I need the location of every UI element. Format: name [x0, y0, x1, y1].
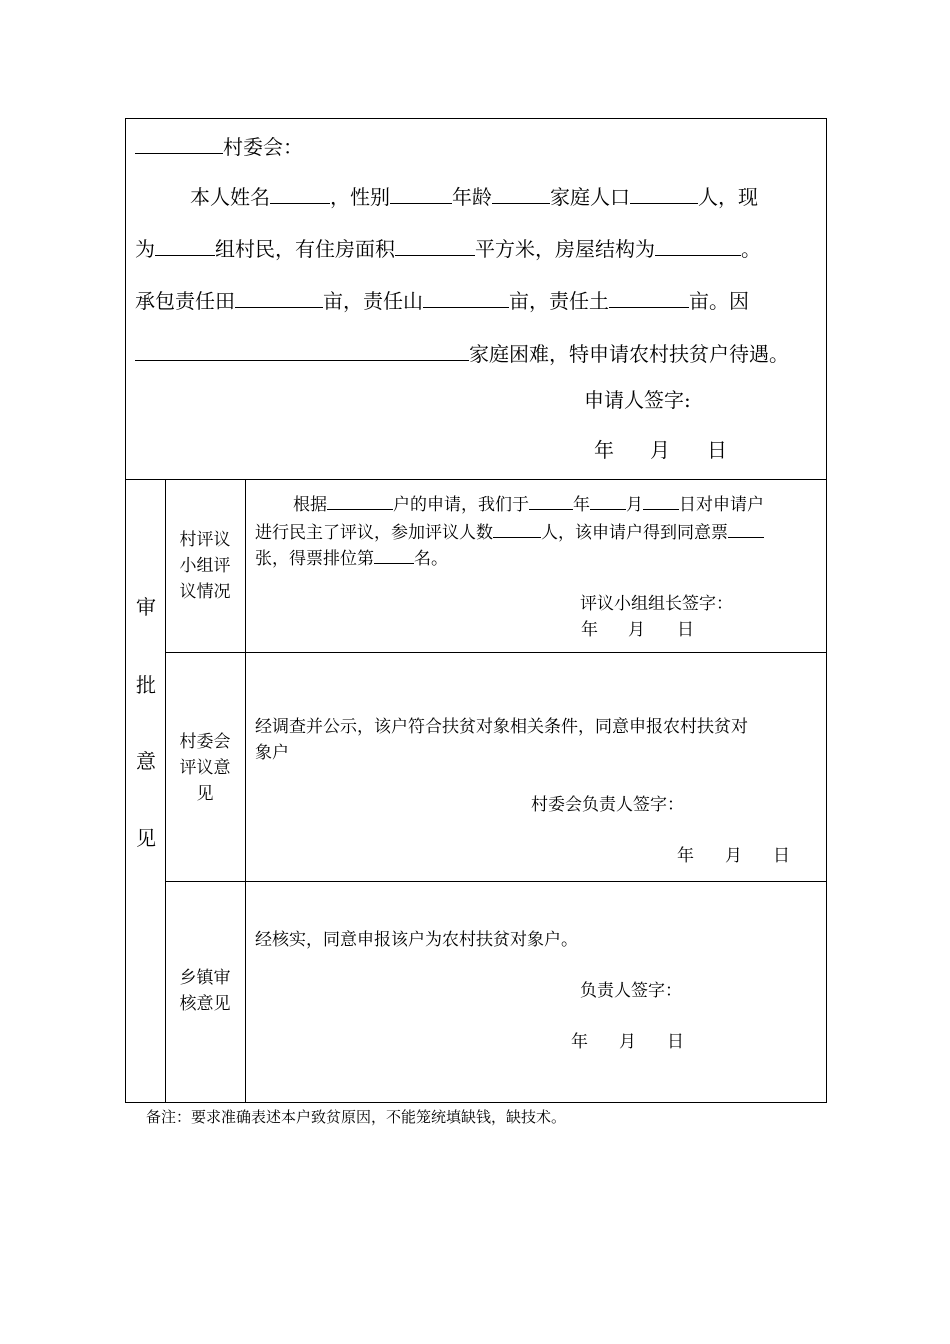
township-date-day: 日 — [667, 1032, 684, 1052]
approval-side-char-1: 审 — [136, 595, 156, 619]
poverty-reason-blank[interactable] — [135, 340, 469, 361]
applicant-household-blank[interactable] — [327, 492, 393, 510]
approval-side-char-4: 见 — [136, 826, 156, 850]
applicant-date-year: 年 — [594, 438, 614, 462]
village-group-blank[interactable] — [155, 235, 215, 256]
column-divider-2 — [245, 479, 246, 1103]
village-committee-blank[interactable] — [135, 133, 223, 154]
approval-side-char-3: 意 — [136, 749, 156, 773]
committee-date-day: 日 — [773, 846, 790, 866]
housing-structure-blank[interactable] — [655, 235, 741, 256]
eval-year-blank[interactable] — [529, 492, 573, 510]
village-committee-label: 村委会 评议意 见 — [179, 732, 231, 804]
row-divider-2 — [165, 881, 827, 882]
applicant-date-month: 月 — [650, 438, 670, 462]
hill-area-blank[interactable] — [423, 287, 509, 308]
eval-month-blank[interactable] — [590, 492, 626, 510]
village-group-label: 村评议 小组评 议情况 — [179, 530, 231, 602]
township-date-month: 月 — [619, 1032, 636, 1052]
approval-votes-blank[interactable] — [728, 520, 764, 538]
committee-date-month: 月 — [725, 846, 742, 866]
committee-head-signature-label: 村委会负责人签字： — [531, 795, 684, 815]
township-date-year: 年 — [571, 1032, 588, 1052]
village-committee-text-line-2: 象户 — [255, 743, 289, 763]
land-area-blank[interactable] — [609, 287, 689, 308]
group-date-year: 年 — [581, 620, 598, 640]
applicant-date-day: 日 — [707, 438, 727, 462]
village-committee-text-line-1: 经调查并公示，该户符合扶贫对象相关条件，同意申报农村扶贫对 — [255, 717, 748, 737]
age-blank[interactable] — [492, 183, 550, 204]
field-area-blank[interactable] — [235, 287, 323, 308]
village-group-line-3: 张，得票排位第 名。 — [255, 546, 448, 568]
township-label: 乡镇审 核意见 — [179, 968, 231, 1014]
group-leader-signature-label: 评议小组组长签字： — [580, 594, 733, 614]
township-text: 经核实，同意申报该户为农村扶贫对象户。 — [255, 930, 578, 950]
application-line-2: 为 组村民，有住房面积 平方米，房屋结构为 。 — [135, 237, 761, 261]
row-divider-1 — [165, 652, 827, 653]
household-size-blank[interactable] — [630, 183, 698, 204]
name-blank[interactable] — [270, 183, 330, 204]
application-line-4: 家庭困难，特申请农村扶贫户待遇。 — [135, 340, 789, 364]
committee-date-year: 年 — [677, 846, 694, 866]
group-date-day: 日 — [677, 620, 694, 640]
application-line-3: 承包责任田 亩，责任山 亩，责任土 亩。因 — [135, 289, 749, 313]
section-divider — [125, 479, 827, 480]
application-line-1: 本人姓名 ，性别 年龄 家庭人口 人，现 — [190, 185, 758, 209]
group-date-month: 月 — [628, 620, 645, 640]
evaluator-count-blank[interactable] — [493, 520, 541, 538]
form-note: 备注：要求准确表述本户致贫原因，不能笼统填缺钱，缺技术。 — [146, 1108, 567, 1126]
applicant-signature-label: 申请人签字: — [584, 388, 691, 412]
housing-area-blank[interactable] — [395, 235, 475, 256]
village-group-line-2: 进行民主了评议，参加评议人数 人，该申请户得到同意票 — [255, 520, 764, 542]
addressee-line: 村委会： — [135, 133, 303, 157]
township-head-signature-label: 负责人签字： — [580, 981, 682, 1001]
vote-rank-blank[interactable] — [374, 546, 414, 564]
gender-blank[interactable] — [390, 183, 452, 204]
approval-side-char-2: 批 — [136, 673, 156, 697]
eval-day-blank[interactable] — [643, 492, 679, 510]
village-group-line-1: 根据 户的申请，我们于 年 月 日对申请户 — [293, 492, 764, 514]
